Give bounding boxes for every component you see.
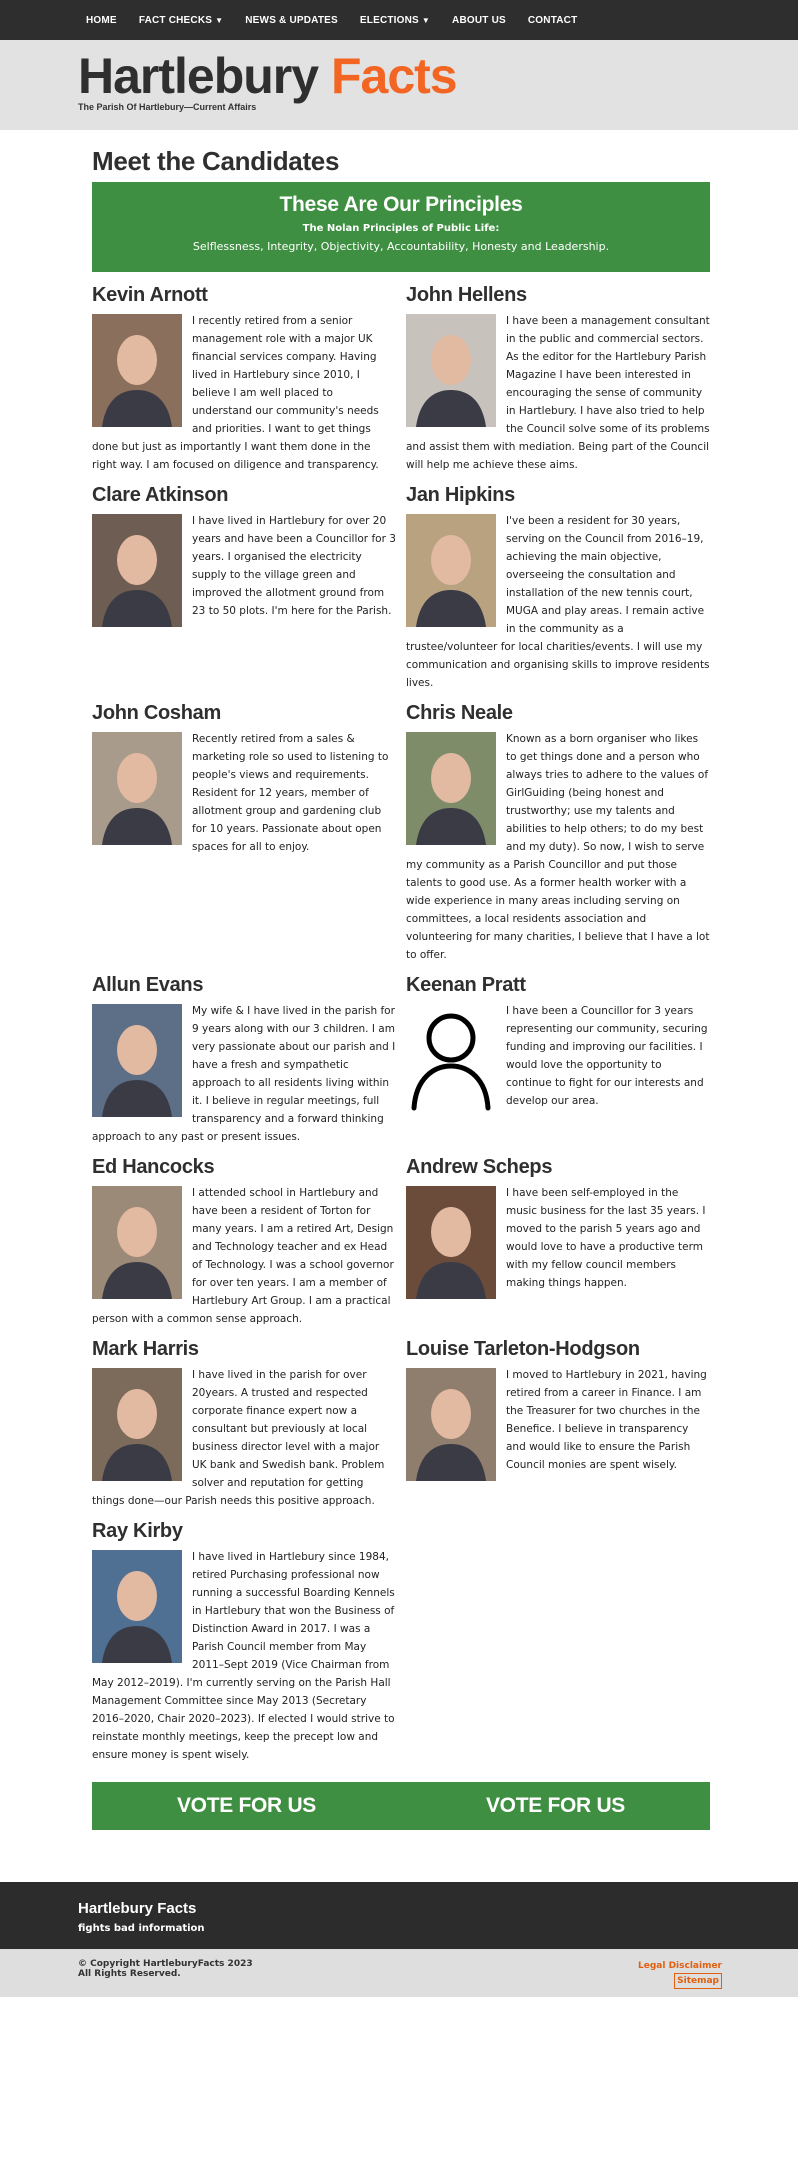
candidate-bio: Recently retired from a sales & marketing role so used to listening to people's views and requirements. Resident for 12 years, member of allotment group and gardening club for 10 years. Passionate about open spaces for all to enjoy. <box>192 733 389 853</box>
candidate-bio: I moved to Hartlebury in 2021, having retired from a career in Finance. I am the Treasurer for two churches in the Benefice. I believe in transparency and would like to ensure the Parish Council monies are spent wisely. <box>506 1369 707 1471</box>
candidate-card-louise-tarleton-hodgson <box>406 1338 710 1520</box>
main-content <box>92 146 710 1830</box>
footer-brand: Hartlebury Facts <box>78 1900 197 1917</box>
candidate-card-ed-hancocks <box>92 1156 396 1338</box>
copyright-text: © Copyright HartleburyFacts 2023 <box>78 1959 253 1969</box>
candidate-bio: I have been self-employed in the music business for the last 35 years. I moved to the parish 5 years ago and would love to have a productive term with my fellow council members making things happen. <box>506 1187 706 1289</box>
caret-down-icon: ▼ <box>215 15 224 25</box>
nav-item-label: CONTACT <box>527 14 578 26</box>
candidate-bio: I recently retired from a senior management role with a major UK financial services company. Having lived in Hartlebury since 2010, I believe I am well placed to understand our community's needs and priorities. I want to get things done but just as importantly I want them done in the right way. I am focused on diligence and transparency. <box>92 315 379 471</box>
candidate-name: Ed Hancocks <box>92 1156 215 1178</box>
nav-item-contact[interactable] <box>528 15 578 26</box>
nav-item-label: ABOUT US <box>452 14 506 26</box>
candidate-bio: I have been a management consultant in the public and commercial sectors. As the editor for the Hartlebury Parish Magazine I have been interested in encouraging the sense of community in Hartlebury. I have also tried to help the Council solve some of its problems and assist them with mediation. Being part of the Council will help me achieve these aims. <box>406 315 710 471</box>
vote-for-us-button[interactable]: VOTE FOR US <box>485 1794 626 1817</box>
caret-down-icon: ▼ <box>421 15 431 25</box>
copyright-block <box>78 1959 253 1997</box>
principles-heading: These Are Our Principles <box>279 193 523 216</box>
candidate-bio: I attended school in Hartlebury and have been a resident of Torton for many years. I am a retired Art, Design and Technology teacher and ex Head of Technology. I was a school governor for over ten years. I am a member of Hartlebury Art Group. I am a practical person with a common sense approach. <box>92 1187 394 1325</box>
nav-item-label: ELECTIONS <box>359 14 419 26</box>
candidate-bio: I have lived in the parish for over 20years. A trusted and respected corporate finance expert now a consultant but previously at local business director level with a major UK bank and Swedish bank. Problem solver and reputation for getting things done—our Parish needs this positive approach. <box>92 1369 385 1507</box>
nav-item-label: NEWS & UPDATES <box>245 14 338 26</box>
candidate-card-john-cosham <box>92 702 396 974</box>
candidate-name: Clare Atkinson <box>92 484 229 506</box>
candidate-name: Louise Tarleton-Hodgson <box>406 1338 640 1360</box>
candidate-card-keenan-pratt <box>406 974 710 1156</box>
candidate-name: Andrew Scheps <box>406 1156 553 1178</box>
candidate-bio-block <box>406 1002 710 1119</box>
candidate-bio-block <box>92 1184 396 1328</box>
nav-item-elections[interactable] <box>360 15 430 26</box>
candidate-photo <box>92 314 182 427</box>
candidate-card-mark-harris <box>92 1338 396 1520</box>
candidate-card-andrew-scheps <box>406 1156 710 1338</box>
site-logo[interactable] <box>78 48 798 104</box>
candidate-bio-block <box>92 730 396 856</box>
candidate-name: Mark Harris <box>92 1338 199 1360</box>
candidate-photo <box>92 1550 182 1663</box>
candidate-card-ray-kirby <box>92 1520 396 1774</box>
candidate-card-clare-atkinson <box>92 484 396 702</box>
default-avatar-icon <box>406 1004 496 1117</box>
legal-links <box>638 1959 722 1997</box>
candidate-name: Ray Kirby <box>92 1520 183 1542</box>
brand-name-part2: Facts <box>330 48 457 104</box>
candidate-photo <box>406 1368 496 1481</box>
candidate-card-allun-evans <box>92 974 396 1156</box>
rights-text: All Rights Reserved. <box>78 1969 181 1979</box>
nav-item-label: FACT CHECKS <box>138 14 213 26</box>
page-title: Meet the Candidates <box>92 146 340 176</box>
candidate-name: Keenan Pratt <box>406 974 526 996</box>
candidate-bio-block <box>92 312 396 474</box>
site-header <box>0 40 798 130</box>
candidate-card-chris-neale <box>406 702 710 974</box>
candidate-photo <box>92 1186 182 1299</box>
candidate-bio: My wife & I have lived in the parish for 9 years along with our 3 children. I am very passionate about our parish and I have a fresh and sympathetic approach to all residents living within it. I believe in regular meetings, full transparency and a forward thinking approach to any past or present issues. <box>92 1005 396 1143</box>
candidate-photo <box>92 1004 182 1117</box>
vote-for-us-button[interactable]: VOTE FOR US <box>176 1794 317 1817</box>
footer-motto: fights bad information <box>78 1923 205 1934</box>
candidate-bio-block <box>406 1184 710 1301</box>
candidate-card-jan-hipkins <box>406 484 710 702</box>
candidate-photo <box>92 1368 182 1481</box>
candidate-bio-block <box>92 1366 396 1510</box>
nav-item-news-updates[interactable] <box>245 15 338 26</box>
candidate-name: John Hellens <box>406 284 527 306</box>
nav-item-about-us[interactable] <box>452 15 506 26</box>
vote-banner <box>92 1782 710 1830</box>
candidate-name: Allun Evans <box>92 974 204 996</box>
candidate-card-john-hellens <box>406 284 710 484</box>
candidate-bio: I've been a resident for 30 years, serving on the Council from 2016–19, achieving the main objective, overseeing the consultation and installation of the new tennis court, MUGA and play areas. I remain active in the community as a trustee/volunteer for local charities/events. I will use my communication and organising skills to improve residents lives. <box>406 515 710 689</box>
candidate-photo <box>406 514 496 627</box>
sitemap-link[interactable]: Sitemap <box>674 1973 722 1989</box>
candidate-photo <box>406 314 496 427</box>
candidate-name: Jan Hipkins <box>406 484 515 506</box>
brand-name-part1: Hartlebury <box>78 48 319 104</box>
candidate-photo <box>406 732 496 845</box>
footer-brand-area <box>0 1882 798 1949</box>
candidate-photo <box>92 514 182 627</box>
candidate-bio: I have lived in Hartlebury since 1984, retired Purchasing professional now running a successful Boarding Kennels in Hartlebury that won the Business of Distinction Award in 2017. I was a Parish Council member from May 2011–Sept 2019 (Vice Chairman from May 2012–2019). I'm currently serving on the Parish Hall Management Committee since May 2013 (Secretary 2016–2020, Chair 2020–2023). If elected I would strive to reinstate monthly meetings, keep the precept low and ensure money is spent wisely. <box>92 1551 395 1761</box>
candidate-photo <box>92 732 182 845</box>
candidate-bio-block <box>406 312 710 474</box>
candidate-name: John Cosham <box>92 702 221 724</box>
top-navigation <box>0 0 798 40</box>
candidate-bio: I have been a Councillor for 3 years representing our community, securing funding and improving our facilities. I would love the opportunity to continue to fight for our interests and develop our area. <box>506 1005 708 1107</box>
footer-bottom-bar <box>0 1949 798 1997</box>
candidate-bio-block <box>406 512 710 692</box>
candidate-bio-block <box>92 1548 396 1764</box>
candidate-bio: I have lived in Hartlebury for over 20 years and have been a Councillor for 3 years. I organised the electricity supply to the village green and improved the allotment ground from 23 to 50 plots. I'm here for the Parish. <box>192 515 396 617</box>
candidate-name: Kevin Arnott <box>92 284 208 306</box>
principles-subheading: The Nolan Principles of Public Life: <box>302 223 500 234</box>
legal-disclaimer-link[interactable]: Legal Disclaimer <box>638 1961 722 1971</box>
candidate-bio-block <box>92 512 396 629</box>
nav-item-fact-checks[interactable] <box>139 15 223 26</box>
candidate-bio: Known as a born organiser who likes to get things done and a person who always tries to adhere to the values of GirlGuiding (being honest and trustworthy; use my talents and abilities to help others; to do my best and my duty). So now, I wish to serve my community as a Parish Councillor and put those talents to good use. As a former health worker with a wide experience in many areas including serving on committees, a local residents association and volunteering for many charities, I believe that I have a lot to offer. <box>406 733 710 961</box>
principles-banner <box>92 182 710 272</box>
candidate-bio-block <box>406 1366 710 1483</box>
site-tagline: The Parish Of Hartlebury—Current Affairs <box>78 102 257 112</box>
nav-item-label: HOME <box>86 14 117 26</box>
site-footer <box>0 1882 798 1997</box>
principles-list: Selflessness, Integrity, Objectivity, Accountability, Honesty and Leadership. <box>192 240 610 253</box>
candidate-bio-block <box>406 730 710 964</box>
candidates-grid <box>92 284 710 1774</box>
nav-item-home[interactable] <box>86 15 117 26</box>
candidate-bio-block <box>92 1002 396 1146</box>
candidate-name: Chris Neale <box>406 702 513 724</box>
candidate-card-kevin-arnott <box>92 284 396 484</box>
candidate-photo <box>406 1186 496 1299</box>
